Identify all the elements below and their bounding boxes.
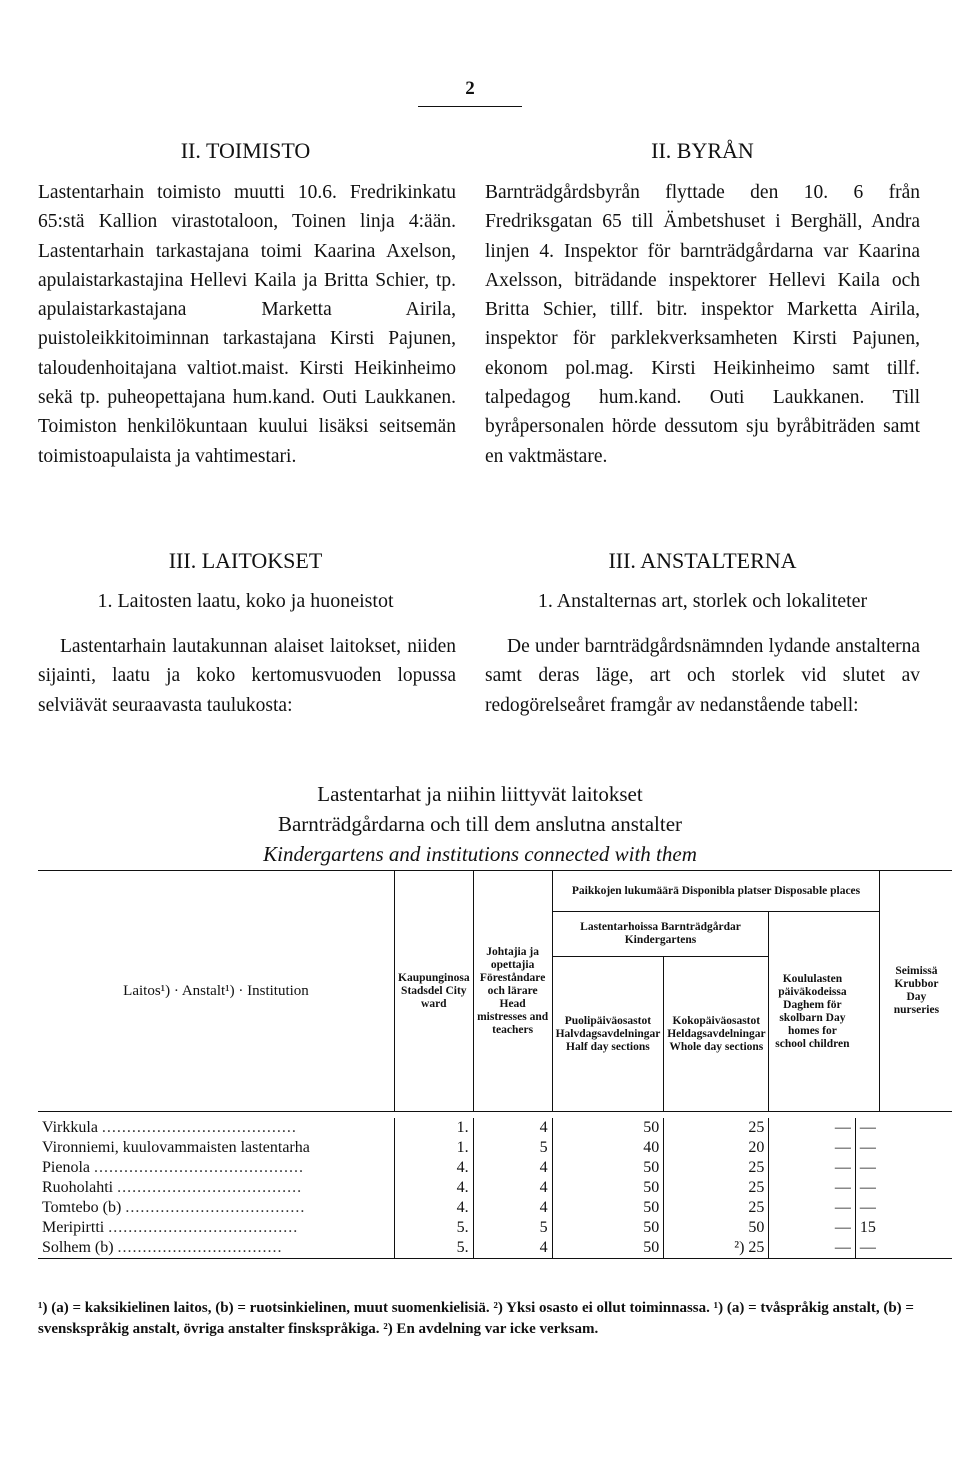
row-teachers: 4 [473,1158,552,1178]
table-row [38,1218,952,1238]
table-title-fi: Lastentarhat ja niihin liittyvät laitokset [317,782,643,806]
table-row [38,1198,952,1218]
table-row [38,1238,952,1259]
row-school: — [769,1198,856,1218]
row-name: Meripirtti [42,1219,105,1236]
row-school: — [769,1238,856,1259]
row-ward: 1. [395,1118,474,1138]
row-ward: 5. [395,1238,474,1259]
fi-toimisto-text: Lastentarhain toimisto muutti 10.6. Fredrikinkatu 65:stä Kallion virastotaloon, Toinen linja 4:ään. Lastentarhain tarkastajana toimi Kaarina Axelson, apulaistarkastajina Hellevi Kaila ja Britta Schier, tp. apulaistarkastajana Marketta Airila, puistoleikkitoiminnan tarkastajana Kirsti Pajunen, taloudenhoitajana valtiot.maist. Kirsti Heikinheimo sekä tp. puheopettajana hum.kand. Outi Laukkanen. Toimiston henkilökuntaan kuului lisäksi seitsemän toimistoapulaista ja vahtimestari. [38,182,456,467]
row-nursery: — [855,1138,880,1158]
header-whole-day: Kokopäiväosastot Heldagsavdelningar Whole day sections [664,957,769,1112]
row-name-cell [38,1158,395,1178]
row-ward: 5. [395,1218,474,1238]
row-half-day: 40 [552,1138,664,1158]
header-institution: Laitos¹) · Anstalt¹) · Institution [123,982,309,999]
sv-heading-byran: II. BYRÅN [651,138,754,163]
row-name-cell [38,1118,395,1138]
row-name: Solhem (b) [42,1239,114,1256]
row-whole-day: 25 [664,1158,769,1178]
row-name: Virkkula [42,1119,98,1136]
fi-heading-toimisto: II. TOIMISTO [180,138,311,163]
row-teachers: 4 [473,1238,552,1259]
sv-anstalterna-text: De under barnträdgårdsnämnden lydande anstalterna samt deras läge, art och storlek vid slutet av redogörelseåret framgår av nedanstående tabell: [485,636,920,716]
row-nursery: 15 [855,1218,880,1238]
leader-dots: .......................................... [94,1159,304,1176]
header-school-children: Koululasten päiväkodeissa Daghem för skolbarn Day homes for school children [769,912,856,1112]
row-name: Ruoholahti [42,1179,114,1196]
row-ward: 4. [395,1158,474,1178]
fi-laitokset-text: Lastentarhain lautakunnan alaiset laitokset, niiden sijainti, laatu ja koko kertomusvuoden lopussa selviävät seuraavasta taulukosta: [38,636,456,716]
row-whole-day: 25 [664,1118,769,1138]
row-whole-day: ²) 25 [664,1238,769,1259]
row-name-cell [38,1238,395,1259]
row-school: — [769,1218,856,1238]
row-whole-day: 25 [664,1198,769,1218]
sv-byran-text: Barnträdgårdsbyrån flyttade den 10. 6 från Fredriksgatan 65 till Ämbetshuset i Berghäll, Andra linjen 4. Inspektor för barnträdgårdarna var Kaarina Axelsson, biträdande inspektorer Hellevi Kaila och Britta Schier, tillf. bitr. inspektor Marketta Airila, inspektor för parklekverksamheten Kirsti Pajunen, ekonom pol.mag. Kirsti Heikinheimo samt tillf. talpedagog hum.kand. Outi Laukkanen. Till byråpersonalen hörde dessutom sju byråbiträden samt en vaktmästare. [485,182,920,467]
leader-dots: ..................................... [117,1179,303,1196]
row-teachers: 4 [473,1178,552,1198]
row-teachers: 4 [473,1198,552,1218]
leader-dots: ....................................... [101,1119,297,1136]
row-half-day: 50 [552,1158,664,1178]
row-name: Tomtebo (b) [42,1199,122,1216]
header-nurseries: Seimissä Krubbor Day nurseries [880,871,953,1112]
row-nursery: — [855,1158,880,1178]
row-nursery: — [855,1178,880,1198]
sv-byran-paragraph [485,178,920,471]
row-teachers: 5 [473,1218,552,1238]
row-nursery: — [855,1198,880,1218]
row-nursery: — [855,1238,880,1259]
row-half-day: 50 [552,1218,664,1238]
fi-toimisto-paragraph [38,178,456,471]
row-ward: 1. [395,1138,474,1158]
row-name-cell [38,1218,395,1238]
sv-anstalterna-paragraph [485,632,920,720]
leader-dots: ................................. [117,1239,283,1256]
row-school: — [769,1158,856,1178]
footnote [38,1298,918,1340]
table-title-sv: Barnträdgårdarna och till dem anslutna anstalter [277,812,683,836]
fi-subheading: 1. Laitosten laatu, koko ja huoneistot [97,590,394,612]
row-name-cell [38,1138,395,1158]
leader-dots: ...................................... [108,1219,299,1236]
row-name: Vironniemi, kuulovammaisten lastentarha [42,1139,310,1156]
sv-subheading: 1. Anstalternas art, storlek och lokaliteter [537,590,868,612]
footnote-text: ¹) (a) = kaksikielinen laitos, (b) = ruotsinkielinen, muut suomenkielisiä. ²) Yksi osasto ei ollut toiminnassa. ¹) (a) = tvåspråkig anstalt, (b) = svenskspråkig anstalt, övriga anstalter finskspråkiga. ²) En avdelning var icke verksam. [38,1300,914,1337]
header-ward: Kaupunginosa Stadsdel City ward [395,871,474,1112]
row-ward: 4. [395,1198,474,1218]
table-row [38,1138,952,1158]
row-school: — [769,1178,856,1198]
header-half-day: Puolipäiväosastot Halvdagsavdelningar Half day sections [552,957,664,1112]
table-row [38,1178,952,1198]
row-whole-day: 50 [664,1218,769,1238]
row-half-day: 50 [552,1198,664,1218]
row-school: — [769,1118,856,1138]
row-whole-day: 20 [664,1138,769,1158]
row-whole-day: 25 [664,1178,769,1198]
fi-heading-laitokset: III. LAITOKSET [168,548,323,573]
leader-dots: .................................... [125,1199,306,1216]
row-name-cell [38,1198,395,1218]
row-nursery: — [855,1118,880,1138]
header-places-group: Paikkojen lukumäärä Disponibla platser Disposable places [552,871,880,912]
institutions-table [38,870,952,1261]
row-half-day: 50 [552,1178,664,1198]
row-half-day: 50 [552,1238,664,1259]
page-number-rule [418,106,522,107]
row-ward: 4. [395,1178,474,1198]
header-teachers: Johtajia ja opettajia Föreståndare och lärare Head mistresses and teachers [473,871,552,1112]
row-school: — [769,1138,856,1158]
row-name: Pienola [42,1159,90,1176]
table-row [38,1158,952,1178]
header-kindergartens-group: Lastentarhoissa Barnträdgårdar Kindergartens [552,912,769,957]
table-title-en: Kindergartens and institutions connected with them [263,842,697,866]
row-teachers: 4 [473,1118,552,1138]
sv-heading-anstalterna: III. ANSTALTERNA [608,548,797,573]
row-name-cell [38,1178,395,1198]
fi-laitokset-paragraph [38,632,456,720]
row-teachers: 5 [473,1138,552,1158]
table-row [38,1118,952,1138]
row-half-day: 50 [552,1118,664,1138]
page-number: 2 [465,78,475,99]
